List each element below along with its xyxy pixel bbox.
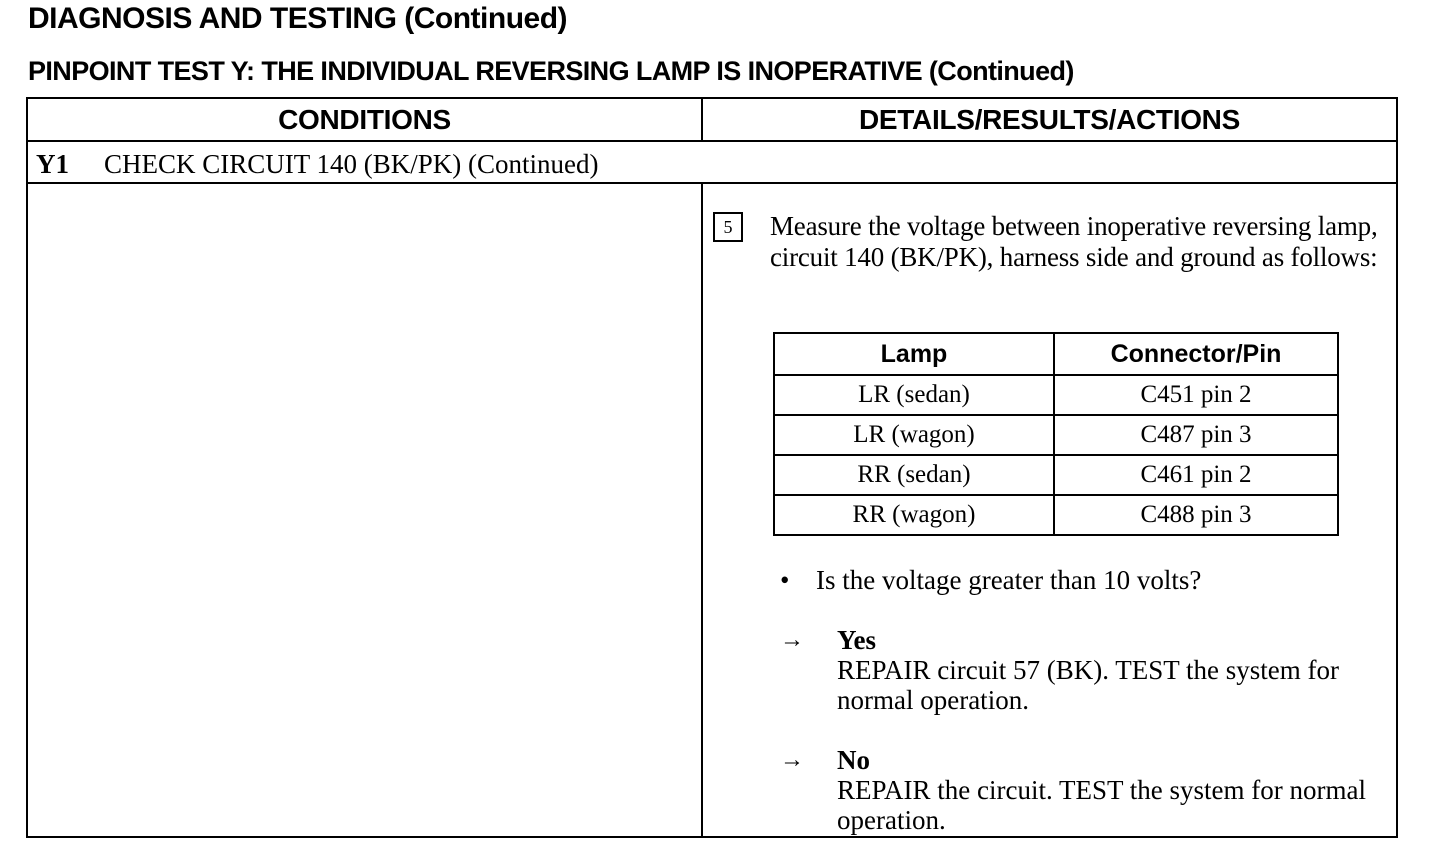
connector-pin-column-header: Connector/Pin <box>1054 333 1338 375</box>
arrow-right-icon: → <box>780 627 804 653</box>
table-row <box>774 495 1338 535</box>
connector-pin-table <box>773 332 1339 536</box>
table-row <box>774 375 1338 415</box>
arrow-right-icon: → <box>780 747 804 773</box>
lamp-cell: RR (wagon) <box>774 495 1054 535</box>
result-action: REPAIR the circuit. TEST the system for normal operation. <box>837 775 1366 835</box>
step-title: CHECK CIRCUIT 140 (BK/PK) (Continued) <box>104 149 599 179</box>
result-answer: No <box>837 745 870 775</box>
header-column-divider <box>701 99 703 142</box>
lamp-cell: LR (sedan) <box>774 375 1054 415</box>
step-id: Y1 <box>36 149 69 179</box>
header-divider <box>28 140 1396 142</box>
lamp-cell: LR (wagon) <box>774 415 1054 455</box>
test-question <box>780 565 1201 596</box>
lamp-cell: RR (sedan) <box>774 455 1054 495</box>
question-text: Is the voltage greater than 10 volts? <box>816 565 1202 595</box>
connector-pin-cell: C461 pin 2 <box>1054 455 1338 495</box>
details-column-header: DETAILS/RESULTS/ACTIONS <box>859 104 1240 135</box>
substep-number-box: 5 <box>713 212 743 242</box>
connector-pin-cell: C451 pin 2 <box>1054 375 1338 415</box>
result-action: REPAIR circuit 57 (BK). TEST the system for normal operation. <box>837 655 1339 715</box>
result-answer: Yes <box>837 625 876 655</box>
conditions-column-header: CONDITIONS <box>278 104 451 135</box>
bullet-icon: • <box>780 565 790 595</box>
connector-pin-cell: C487 pin 3 <box>1054 415 1338 455</box>
pinpoint-test-title: PINPOINT TEST Y: THE INDIVIDUAL REVERSING LAMP IS INOPERATIVE (Continued) <box>28 56 1074 86</box>
lamp-column-header: Lamp <box>774 333 1054 375</box>
table-row <box>774 415 1338 455</box>
diagnosis-table <box>26 97 1398 838</box>
step-row <box>36 144 599 184</box>
connector-pin-cell: C488 pin 3 <box>1054 495 1338 535</box>
page-title: DIAGNOSIS AND TESTING (Continued) <box>28 2 568 35</box>
table-row <box>774 455 1338 495</box>
substep-instruction: Measure the voltage between inoperative reversing lamp, circuit 140 (BK/PK), harness side and ground as follows: <box>770 211 1378 272</box>
body-column-divider <box>701 184 703 838</box>
step-divider <box>28 182 1396 184</box>
